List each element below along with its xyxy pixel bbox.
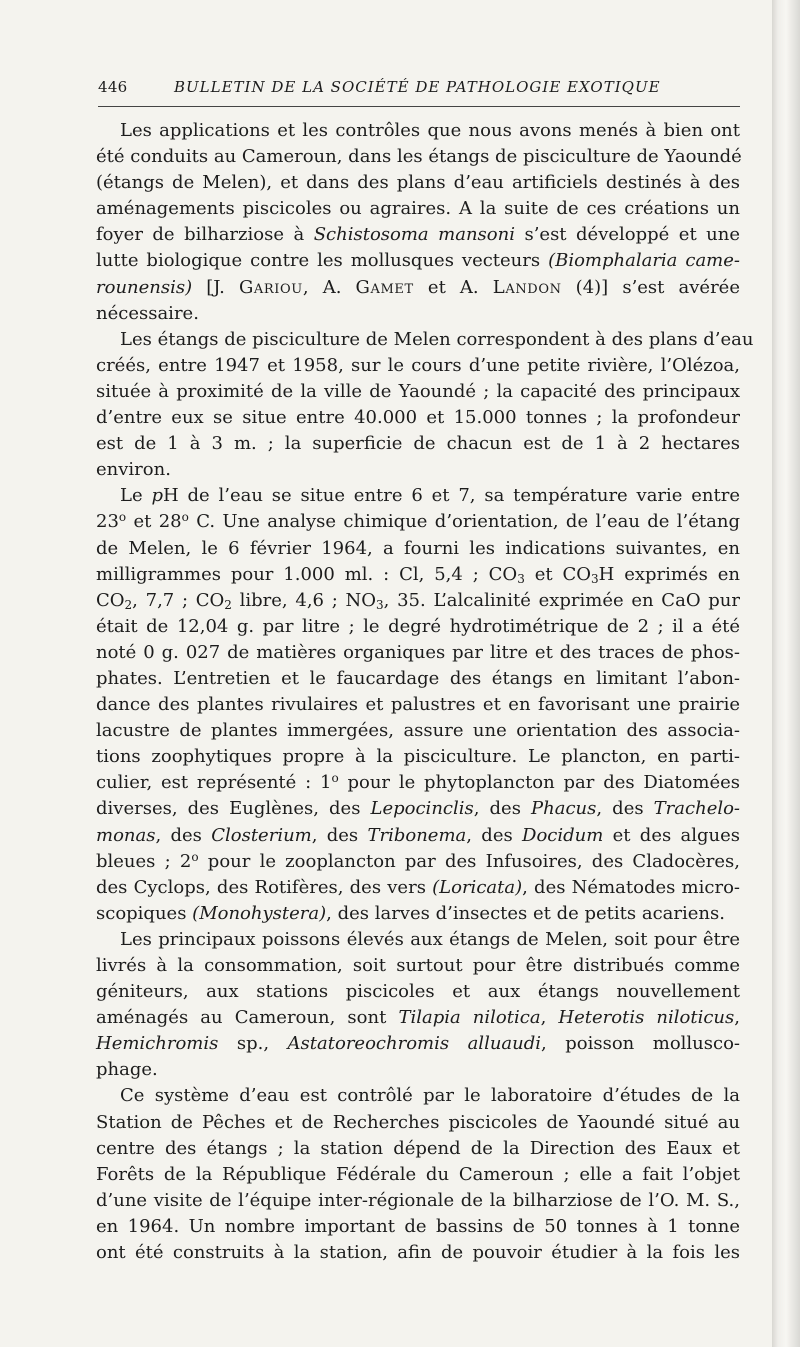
text-line: été conduits au Cameroun, dans les étangs de pisciculture de Yaoundé: [96, 146, 742, 168]
text-line: Hemichromis sp., Astatoreochromis alluaudi, poisson mollusco-: [96, 1033, 740, 1055]
text-line: nécessaire.: [96, 302, 199, 324]
page-number: 446: [98, 78, 128, 96]
text-line: phage.: [96, 1059, 158, 1081]
text-line: tions zoophytiques propre à la pisciculture. Le plancton, en parti-: [96, 746, 740, 768]
text-line: était de 12,04 g. par litre ; le degré hydrotimétrique de 2 ; il a été: [96, 615, 740, 637]
text-line: d’une visite de l’équipe inter-régionale de la bilharziose de l’O. M. S.,: [96, 1189, 740, 1211]
text-line: livrés à la consommation, soit surtout pour être distribués comme: [96, 955, 740, 976]
text-line: géniteurs, aux stations piscicoles et aux étangs nouvellement: [96, 981, 740, 1003]
page-header: [98, 78, 740, 102]
text-line: lacustre de plantes immergées, assure une orientation des associa-: [96, 720, 740, 742]
text-line: Les principaux poissons élevés aux étangs de Melen, soit pour être: [120, 928, 740, 950]
text-line: 23$^o$ et 28$^o$ C. Une analyse chimique d’orientation, de l’eau de l’étang: [96, 510, 741, 533]
text-line: foyer de bilharziose à Schistosoma mansoni s’est développé et une: [96, 224, 741, 246]
text-line: en 1964. Un nombre important de bassins de 50 tonnes à 1 tonne: [96, 1215, 740, 1237]
species-name: Schistosoma mansoni: [313, 224, 515, 246]
text-line: ont été construits à la station, afin de pouvoir étudier à la fois les: [96, 1242, 740, 1264]
text-line: des Cyclops, des Rotifères, des vers (Loricata), des Nématodes micro-: [96, 876, 740, 898]
author-name: Gamet: [355, 276, 414, 298]
text-line: $CO_2$, 7,7 ; $CO_2$ libre, 4,6 ; $NO_3$, 35. L’alcalinité exprimée en CaO pur: [96, 589, 741, 612]
text-line: culier, est représenté : 1$^o$ pour le phytoplancton par des Diatomées: [96, 771, 741, 794]
text-line: Le pH de l’eau se situe entre 6 et 7, sa température varie entre: [120, 485, 741, 507]
text-line: milligrammes pour 1.000 ml. : Cl, 5,4 ; $CO_3$ et $CO_3H$ exprimés en: [96, 563, 741, 586]
header-rule: [98, 106, 740, 107]
text-line: est de 1 à 3 m. ; la superficie de chacun est de 1 à 2 hectares: [96, 433, 740, 455]
text-line: phates. L’entretien et le faucardage des étangs en limitant l’abon-: [96, 667, 740, 689]
author-name: Gariou: [238, 276, 303, 298]
text-line: d’entre eux se situe entre 40.000 et 15.000 tonnes ; la profondeur: [96, 407, 740, 429]
text-line: Les applications et les contrôles que nous avons menés à bien ont: [120, 120, 740, 141]
running-title: BULLETIN DE LA SOCIÉTÉ DE PATHOLOGIE EXOTIQUE: [174, 78, 661, 96]
text-line: située à proximité de la ville de Yaoundé ; la capacité des principaux: [96, 380, 740, 402]
text-line: environ.: [96, 459, 171, 481]
text-line: monas, des Closterium, des Tribonema, des Docidum et des algues: [96, 824, 741, 846]
text-line: noté 0 g. 027 de matières organiques par litre et des traces de phos-: [96, 641, 740, 663]
text-line: Forêts de la République Fédérale du Cameroun ; elle a fait l’objet: [96, 1163, 740, 1185]
text-line: aménagements piscicoles ou agraires. A la suite de ces créations un: [96, 198, 740, 220]
text-line: aménagés au Cameroun, sont Tilapia nilotica, Heterotis niloticus,: [96, 1007, 740, 1029]
author-name: Landon: [492, 276, 562, 298]
text-line: rounensis) [J. Gariou, A. Gamet et A. Landon (4)] s’est avérée: [96, 276, 740, 298]
text-line: diverses, des Euglènes, des Lepocinclis, des Phacus, des Trachelo-: [96, 798, 741, 820]
text-line: Les étangs de pisciculture de Melen correspondent à des plans d’eau: [120, 328, 754, 350]
text-line: bleues ; 2$^o$ pour le zooplancton par des Infusoires, des Cladocères,: [96, 849, 740, 872]
species-name: (Biomphalaria came-: [548, 250, 740, 272]
text-line: centre des étangs ; la station dépend de la Direction des Eaux et: [96, 1137, 740, 1159]
text-line: créés, entre 1947 et 1958, sur le cours d’une petite rivière, l’Olézoa,: [96, 354, 740, 376]
text-line: Station de Pêches et de Recherches piscicoles de Yaoundé situé au: [96, 1111, 740, 1133]
body-text: [96, 118, 754, 1266]
text-line: lutte biologique contre les mollusques vecteurs (Biomphalaria came-: [96, 250, 740, 272]
page-edge: [772, 0, 800, 1347]
text-line: Ce système d’eau est contrôlé par le laboratoire d’études de la: [120, 1085, 740, 1107]
text-line: scopiques (Monohystera), des larves d’insectes et de petits acariens.: [96, 902, 725, 924]
text-line: de Melen, le 6 février 1964, a fourni les indications suivantes, en: [96, 537, 740, 559]
text-line: (étangs de Melen), et dans des plans d’eau artificiels destinés à des: [96, 172, 740, 194]
text-line: dance des plantes rivulaires et palustres et en favorisant une prairie: [96, 694, 740, 716]
species-name: rounensis): [96, 276, 193, 298]
